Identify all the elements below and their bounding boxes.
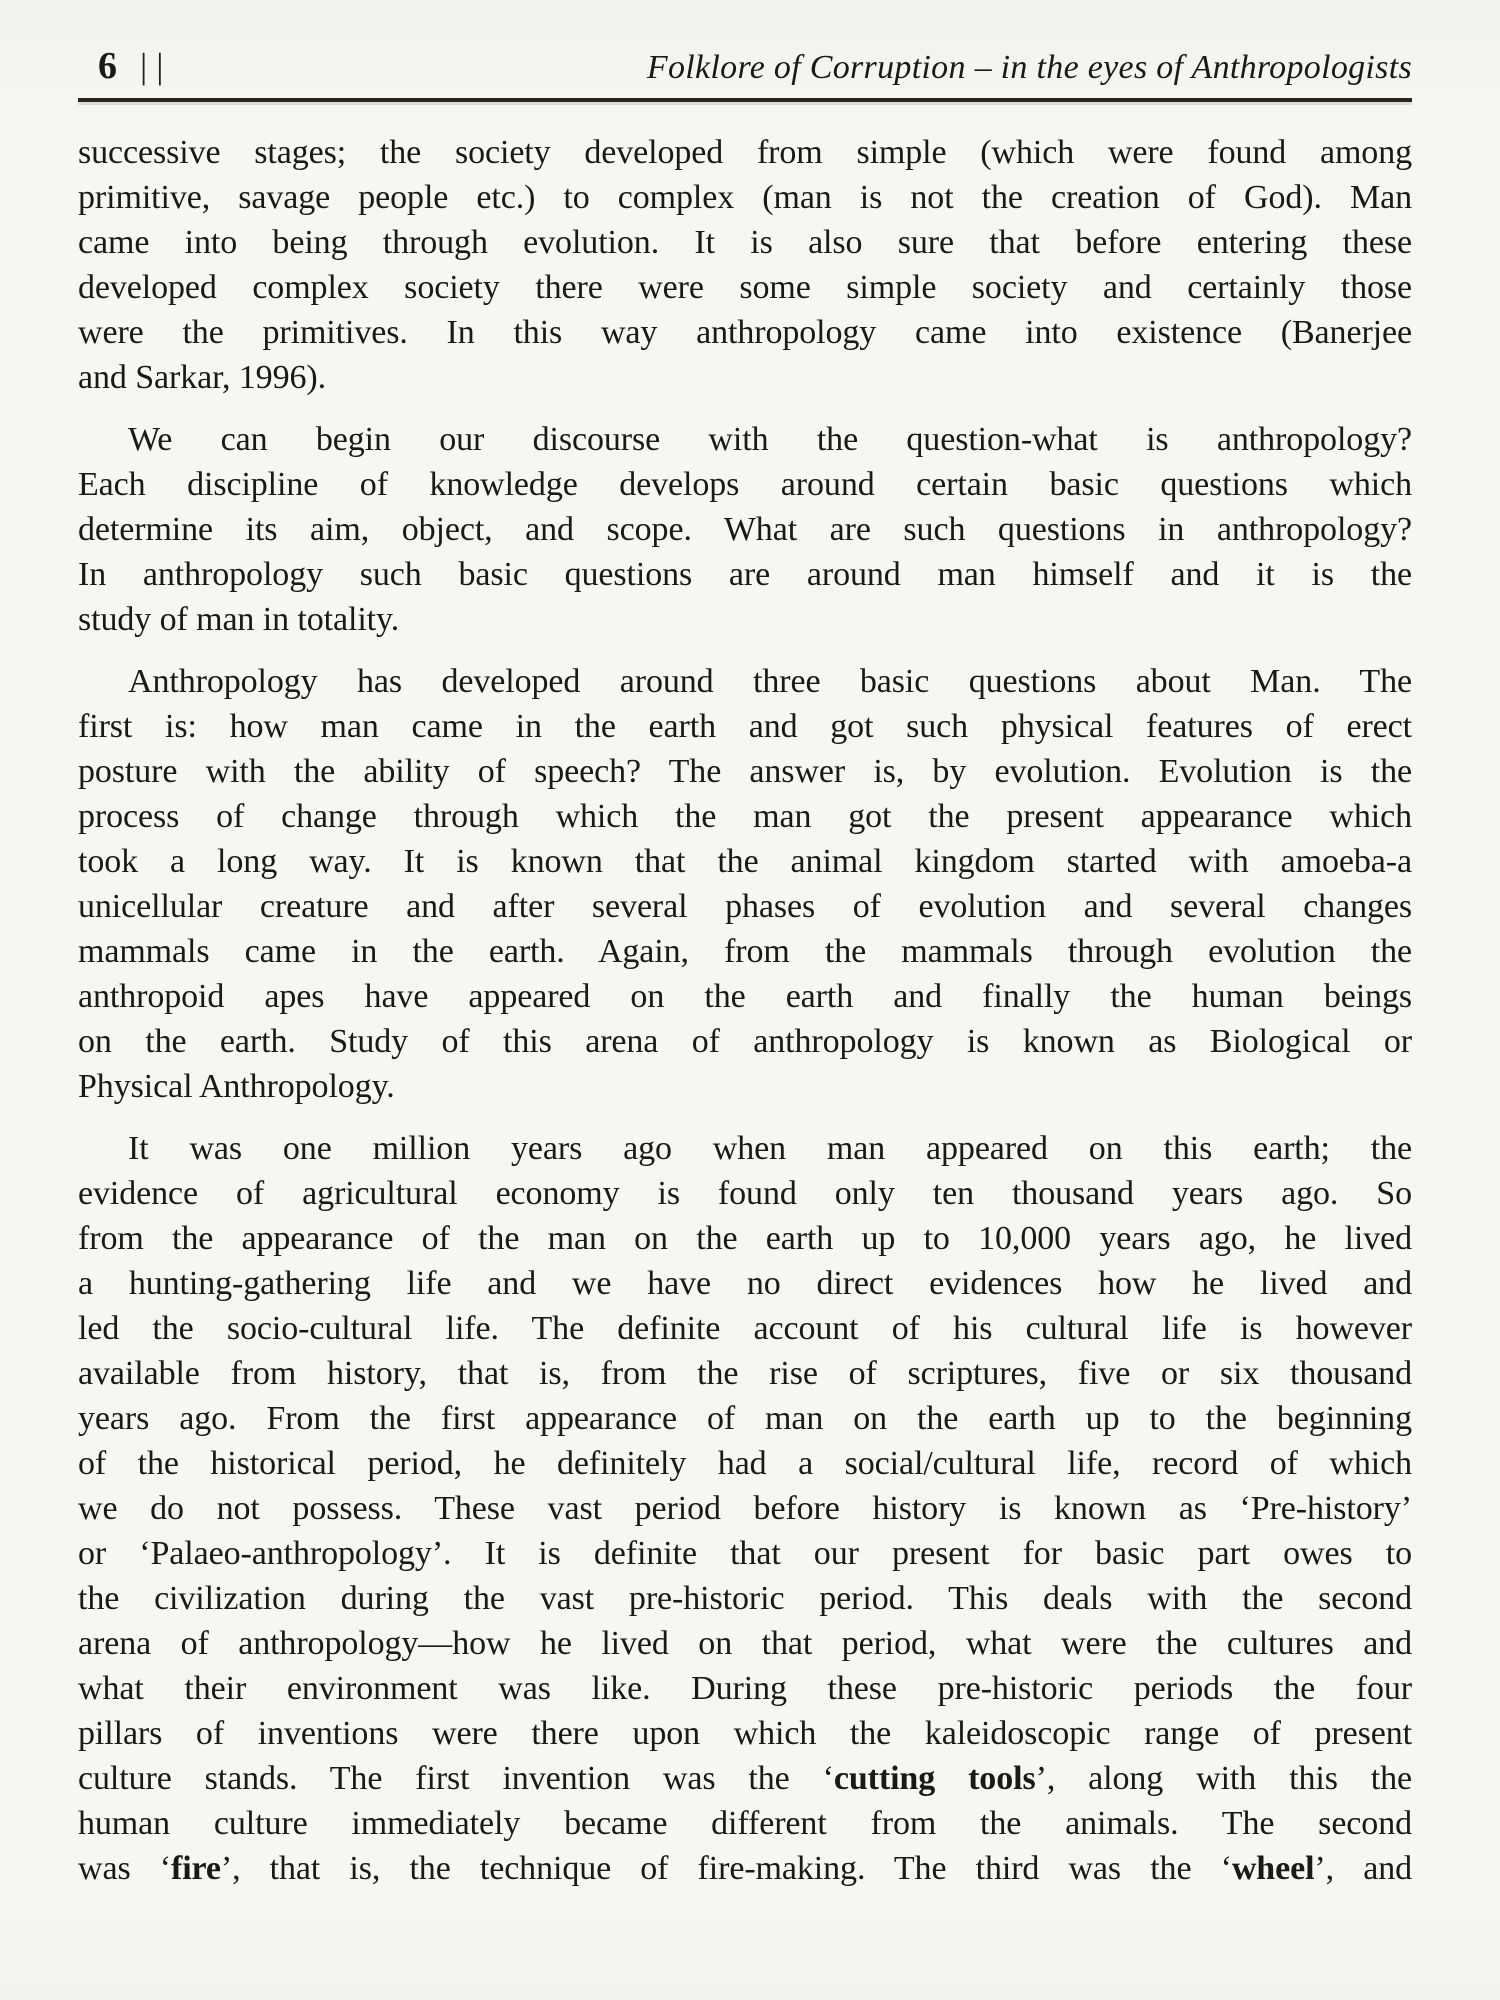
text-line: or ‘Palaeo-anthropology’. It is definite that our present for basic part owes to	[78, 1535, 1412, 1572]
header-separator: ||	[140, 46, 173, 86]
running-title: Folklore of Corruption – in the eyes of Anthropologists	[646, 49, 1412, 86]
paragraph	[78, 417, 1412, 642]
text-line: Anthropology has developed around three basic questions about Man. The	[128, 663, 1412, 700]
text-line: We can begin our discourse with the question-what is anthropology?	[128, 421, 1412, 458]
page-header	[78, 44, 1412, 88]
text-line: was ‘fire’, that is, the technique of fire-making. The third was the ‘wheel’, and	[78, 1850, 1412, 1887]
text-line: took a long way. It is known that the animal kingdom started with amoeba-a	[78, 843, 1412, 880]
text-line: we do not possess. These vast period before history is known as ‘Pre-history’	[78, 1490, 1412, 1527]
text-line: first is: how man came in the earth and got such physical features of erect	[78, 708, 1412, 745]
text-line: study of man in totality.	[78, 601, 400, 638]
paragraph	[78, 130, 1412, 400]
text-line: a hunting-gathering life and we have no direct evidences how he lived and	[78, 1265, 1412, 1302]
text-line: years ago. From the first appearance of man on the earth up to the beginning	[78, 1400, 1412, 1437]
text-line: determine its aim, object, and scope. What are such questions in anthropology?	[78, 511, 1412, 548]
text-line: Each discipline of knowledge develops around certain basic questions which	[78, 466, 1412, 503]
text-line: available from history, that is, from the rise of scriptures, five or six thousand	[78, 1355, 1412, 1392]
text-line: posture with the ability of speech? The answer is, by evolution. Evolution is the	[78, 753, 1412, 790]
text-line: In anthropology such basic questions are around man himself and it is the	[78, 556, 1412, 593]
paragraph	[78, 1126, 1412, 1891]
text-line: primitive, savage people etc.) to complex (man is not the creation of God). Man	[78, 179, 1412, 216]
text-line: mammals came in the earth. Again, from the mammals through evolution the	[78, 933, 1412, 970]
text-line: human culture immediately became different from the animals. The second	[78, 1805, 1412, 1842]
text-line: culture stands. The first invention was the ‘cutting tools’, along with this the	[78, 1760, 1413, 1797]
text-line: successive stages; the society developed from simple (which were found among	[78, 134, 1412, 171]
text-line: arena of anthropology—how he lived on that period, what were the cultures and	[78, 1625, 1412, 1662]
text-line: unicellular creature and after several phases of evolution and several changes	[78, 888, 1412, 925]
text-line: of the historical period, he definitely had a social/cultural life, record of which	[78, 1445, 1412, 1482]
paragraph	[78, 659, 1412, 1109]
text-line: were the primitives. In this way anthropology came into existence (Banerjee	[78, 314, 1412, 351]
text-line: anthropoid apes have appeared on the earth and finally the human beings	[78, 978, 1412, 1015]
text-line: came into being through evolution. It is also sure that before entering these	[78, 224, 1412, 261]
page-number: 6	[98, 45, 118, 87]
text-line: what their environment was like. During these pre-historic periods the four	[78, 1670, 1412, 1707]
text-line: developed complex society there were some simple society and certainly those	[78, 269, 1412, 306]
body-text	[78, 102, 1412, 1891]
text-line: on the earth. Study of this arena of anthropology is known as Biological or	[78, 1023, 1412, 1060]
text-line: pillars of inventions were there upon which the kaleidoscopic range of present	[78, 1715, 1412, 1752]
text-line: and Sarkar, 1996).	[78, 359, 326, 396]
text-line: from the appearance of the man on the earth up to 10,000 years ago, he lived	[78, 1220, 1412, 1257]
text-line: evidence of agricultural economy is found only ten thousand years ago. So	[78, 1175, 1412, 1212]
text-line: led the socio-cultural life. The definite account of his cultural life is however	[78, 1310, 1412, 1347]
text-line: It was one million years ago when man appeared on this earth; the	[128, 1130, 1412, 1167]
text-line: the civilization during the vast pre-historic period. This deals with the second	[78, 1580, 1412, 1617]
text-line: Physical Anthropology.	[78, 1068, 395, 1105]
text-line: process of change through which the man got the present appearance which	[78, 798, 1412, 835]
